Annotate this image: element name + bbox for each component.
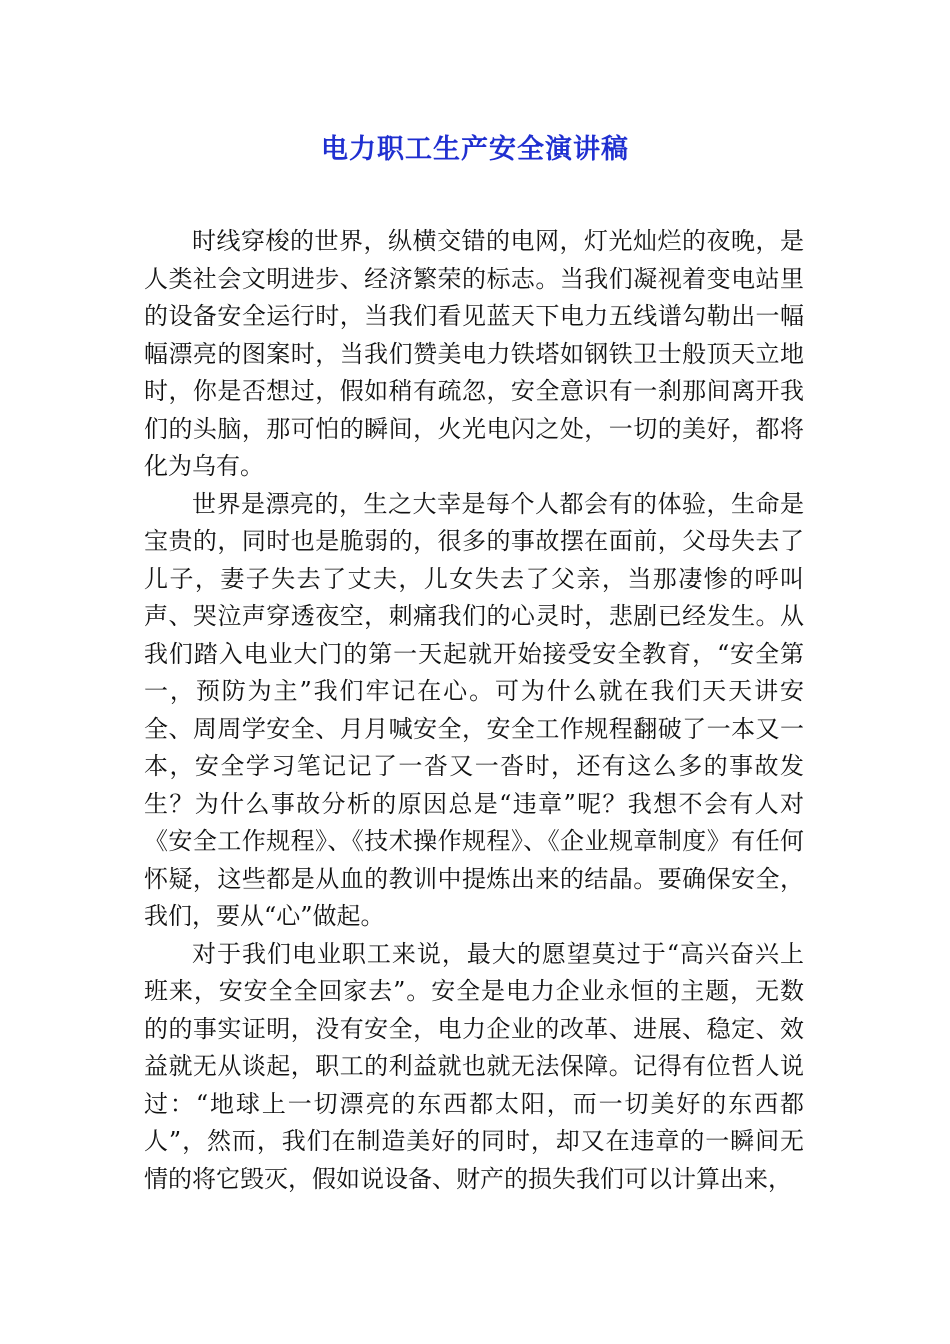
paragraph-1: 时线穿梭的世界，纵横交错的电网，灯光灿烂的夜晚，是人类社会文明进步、经济繁荣的标志。当我们凝视着变电站里的设备安全运行时，当我们看见蓝天下电力五线谱勾勒出一幅幅漂亮的图案时，当我们赞美电力铁塔如钢铁卫士般顶天立地时，你是否想过，假如稍有疏忽，安全意识有一刹那间离开我们的头脑，那可怕的瞬间，火光电闪之处，一切的美好，都将化为乌有。 [144,227,804,480]
paragraph-2: 世界是漂亮的，生之大幸是每个人都会有的体验，生命是宝贵的，同时也是脆弱的，很多的事故摆在面前，父母失去了儿子，妻子失去了丈夫，儿女失去了父亲，当那凄惨的呼叫声、哭泣声穿透夜空，刺痛我们的心灵时，悲剧已经发生。从我们踏入电业大门的第一天起就开始接受安全教育，“安全第一，预防为主”我们牢记在心。可为什么就在我们天天讲安全、周周学安全、月月喊安全，安全工作规程翻破了一本又一本，安全学习笔记记了一沓又一沓时，还有这么多的事故发生？为什么事故分析的原因总是“违章”呢？我想不会有人对《安全工作规程》、《技术操作规程》、《企业规章制度》有任何怀疑，这些都是从血的教训中提炼出来的结晶。要确保安全，我们，要从“心”做起。 [144,489,804,930]
paragraph-3: 对于我们电业职工来说，最大的愿望莫过于“高兴奋兴上班来，安安全全回家去”。安全是电力企业永恒的主题，无数的的事实证明，没有安全，电力企业的改革、进展、稳定、效益就无从谈起，职工的利益就也就无法保障。记得有位哲人说过：“地球上一切漂亮的东西都太阳，而一切美好的东西都人”，然而，我们在制造美好的同时，却又在违章的一瞬间无情的将它毁灭，假如说设备、财产的损失我们可以计算出来， [144,939,804,1193]
document-body [144,223,804,1198]
document-title: 电力职工生产安全演讲稿 [321,134,629,165]
